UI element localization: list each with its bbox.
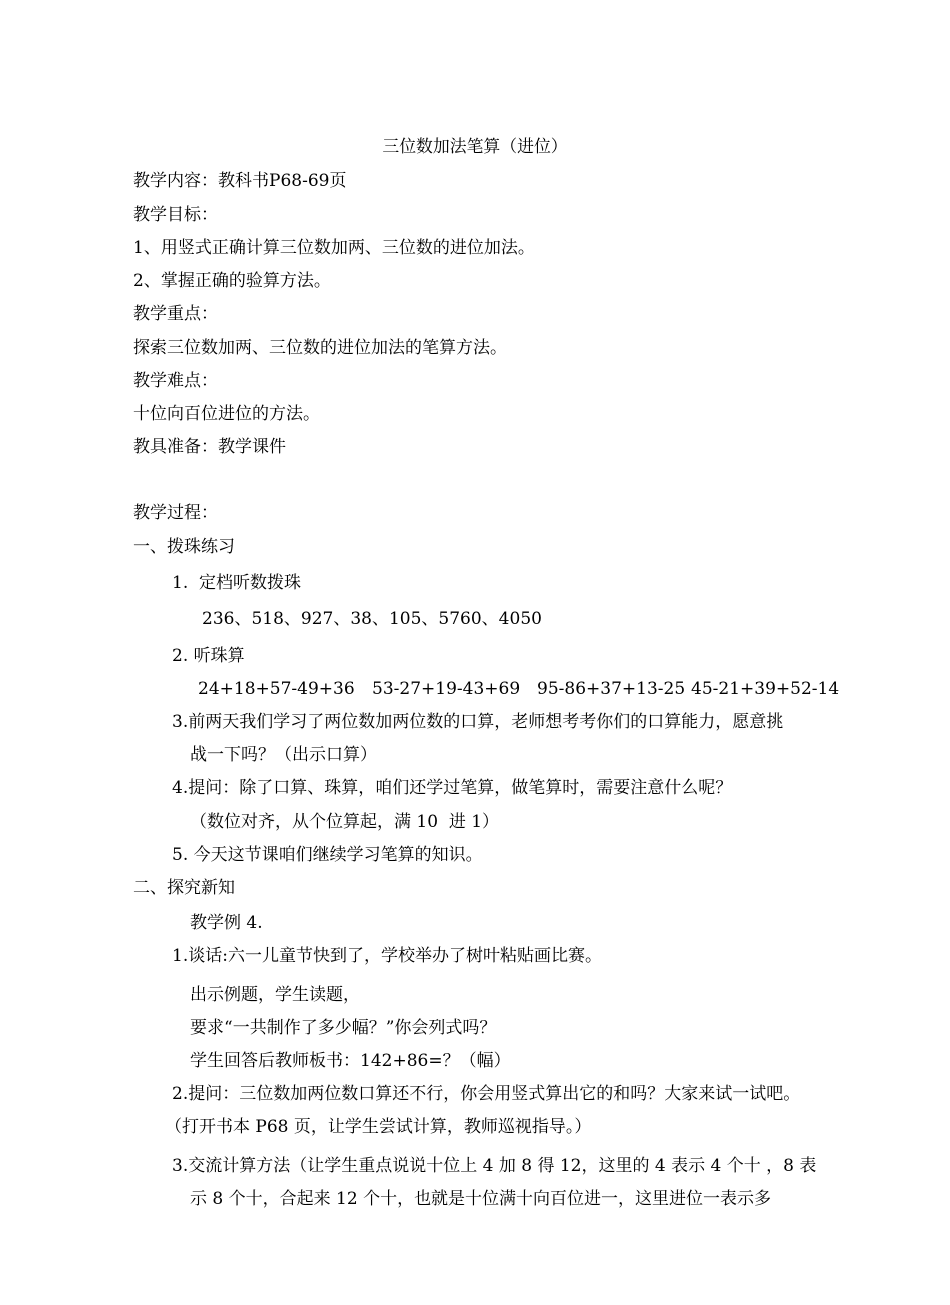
section-1-item-3-line-1: 3.前两天我们学习了两位数加两位数的口算，老师想考考你们的口算能力，愿意挑 bbox=[172, 712, 784, 732]
section-1-item-3-line-2: 战一下吗？（出示口算） bbox=[190, 745, 377, 765]
section-2-item-1: 1.谈话:六一儿童节快到了，学校举办了树叶粘贴画比赛。 bbox=[172, 946, 602, 966]
section-2-example: 教学例 4. bbox=[190, 913, 263, 933]
teaching-content: 教学内容：教科书P68-69页 bbox=[133, 171, 347, 191]
key-point-heading: 教学重点： bbox=[133, 304, 218, 324]
section-2-heading: 二、探究新知 bbox=[133, 878, 235, 898]
section-2-item-2-line-1: 2.提问：三位数加两位数口算还不行，你会用竖式算出它的和吗？大家来试一试吧。 bbox=[172, 1084, 801, 1104]
section-1-item-2-expr-3: 95-86+37+13-25 bbox=[537, 679, 686, 699]
section-2-item-3-line-2: 示 8 个十，合起来 12 个十，也就是十位满十向百位进一，这里进位一表示多 bbox=[190, 1189, 772, 1209]
section-2-item-3-line-1: 3.交流计算方法（让学生重点说说十位上 4 加 8 得 12，这里的 4 表示 4 个十 ，8 表 bbox=[172, 1156, 817, 1176]
section-1-heading: 一、拨珠练习 bbox=[133, 537, 235, 557]
section-2-item-1-sub-1: 出示例题，学生读题， bbox=[190, 985, 360, 1005]
section-1-item-4-line-2: （数位对齐，从个位算起，满 10 进 1） bbox=[190, 812, 500, 832]
section-1-item-2-expr-2: 53-27+19-43+69 bbox=[372, 679, 521, 699]
section-2-item-2-line-2: （打开书本 P68 页，让学生尝试计算，教师巡视指导。） bbox=[165, 1117, 592, 1137]
objectives-heading: 教学目标： bbox=[133, 205, 218, 225]
section-2-item-1-sub-3: 学生回答后教师板书：142+86=？（幅） bbox=[190, 1051, 511, 1071]
section-1-item-2: 2. 听珠算 bbox=[172, 646, 245, 666]
process-heading: 教学过程： bbox=[133, 503, 218, 523]
difficulty-heading: 教学难点： bbox=[133, 371, 218, 391]
objective-1: 1、用竖式正确计算三位数加两、三位数的进位加法。 bbox=[133, 238, 535, 258]
section-1-item-5: 5. 今天这节课咱们继续学习笔算的知识。 bbox=[172, 845, 483, 865]
section-1-item-1-numbers: 236、518、927、38、105、5760、4050 bbox=[202, 609, 542, 629]
section-1-item-2-expr-1: 24+18+57-49+36 bbox=[198, 679, 355, 699]
section-1-item-1: 1. 定档听数拨珠 bbox=[172, 573, 302, 593]
key-point: 探索三位数加两、三位数的进位加法的笔算方法。 bbox=[133, 338, 507, 358]
section-2-item-1-sub-2: 要求“一共制作了多少幅？”你会列式吗？ bbox=[190, 1018, 497, 1038]
objective-2: 2、掌握正确的验算方法。 bbox=[133, 271, 331, 291]
teaching-tools: 教具准备：教学课件 bbox=[133, 437, 286, 457]
difficulty: 十位向百位进位的方法。 bbox=[133, 404, 320, 424]
section-1-item-2-expr-4: 45-21+39+52-14 bbox=[691, 679, 840, 699]
section-1-item-4-line-1: 4.提问：除了口算、珠算，咱们还学过笔算，做笔算时，需要注意什么呢？ bbox=[172, 778, 733, 798]
document-title: 三位数加法笔算（进位） bbox=[382, 136, 568, 156]
